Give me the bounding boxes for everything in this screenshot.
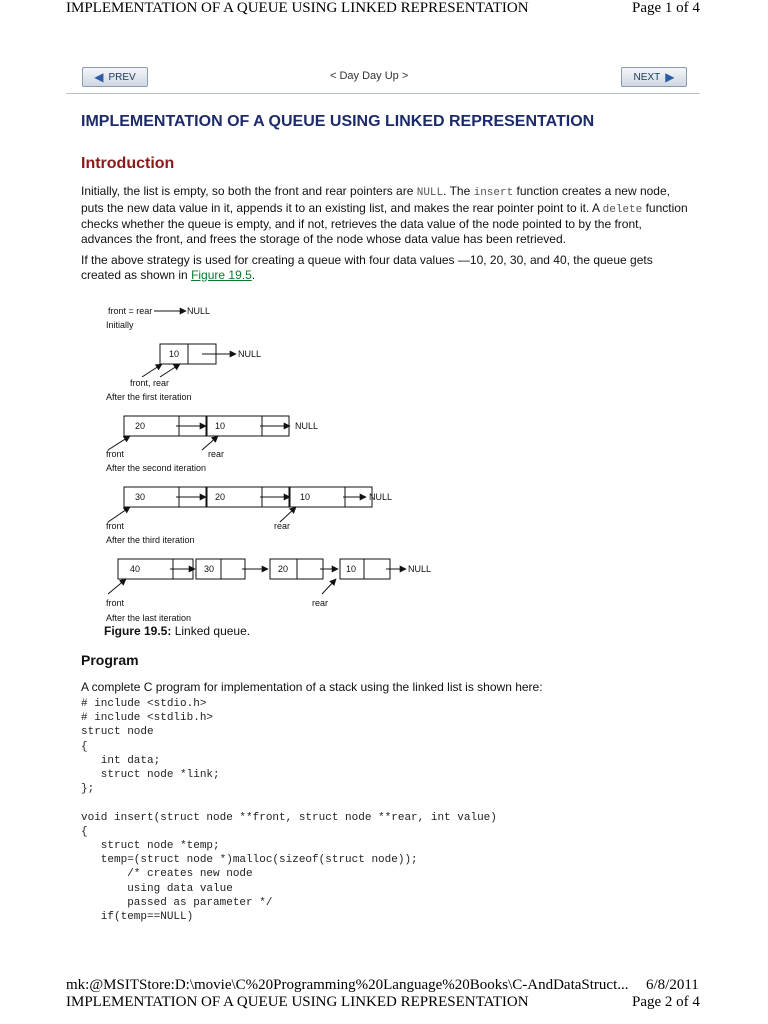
front-label: front [106,521,125,531]
node-value: 30 [135,492,146,502]
after-second-iteration-label: After the second iteration [106,463,207,473]
null-label: NULL [408,564,432,574]
print-footer-date: 6/8/2011 [646,977,699,993]
arrow-right-icon: ▶ [665,70,675,84]
initially-label: Initially [106,320,134,330]
front-rear-label: front, rear [130,378,170,388]
null-label: NULL [238,349,262,359]
node-value: 20 [278,564,289,574]
next-button[interactable] [621,67,687,87]
after-third-iteration-label: After the third iteration [106,535,195,545]
null-label: NULL [369,492,393,502]
introduction-heading: Introduction [81,155,175,172]
figure-link[interactable]: Figure 19.5 [191,267,252,282]
rear-label: rear [312,598,329,608]
intro-paragraph-1: Initially, the list is empty, so both the front and rear pointers are NULL. The insert function creates a new node, puts the new data value in it, appends it to an existing list, and makes the rear pointer point to it. A delete function checks whether the queue is empty, and if not, retrieves the data value of the node pointed to by the front, advances the front, and frees the storage of the node whose data value has been retrieved. [81,184,688,246]
program-intro: A complete C program for implementation of a stack using the linked list is shown here: [81,680,543,694]
node-value: 20 [215,492,226,502]
print-footer-path: mk:@MSITStore:D:\movie\C%20Programming%20Language%20Books\C-AndDataStruct... [66,977,629,993]
nav-divider [66,93,700,94]
print-footer-page: Page 2 of 4 [632,994,700,1010]
day-day-up-link[interactable]: < Day Day Up > [330,70,409,82]
page-title: IMPLEMENTATION OF A QUEUE USING LINKED REPRESENTATION [81,113,595,130]
front-label: front [106,449,125,459]
after-first-iteration-label: After the first iteration [106,392,192,402]
program-heading: Program [81,652,139,668]
prev-button[interactable] [82,67,148,87]
figure-caption: Figure 19.5: Linked queue. [104,624,251,638]
rear-label: rear [274,521,291,531]
next-label: NEXT [633,71,661,83]
intro-paragraph-2: If the above strategy is used for creating a queue with four data values —10, 20, 30, and 40, the queue gets created as shown in Figure 19.5. [81,253,653,282]
print-header-title: IMPLEMENTATION OF A QUEUE USING LINKED REPRESENTATION [66,0,529,16]
front-label: front [106,598,125,608]
node-value: 30 [204,564,215,574]
linked-queue-diagram [90,300,450,625]
print-footer-title: IMPLEMENTATION OF A QUEUE USING LINKED REPRESENTATION [66,994,529,1010]
rear-label: rear [208,449,225,459]
front-equals-rear-label: front = rear [108,306,153,316]
null-label: NULL [187,306,211,316]
node-value: 10 [169,349,180,359]
node-value: 10 [215,421,226,431]
node-value: 20 [135,421,146,431]
node-value: 40 [130,564,141,574]
node-value: 10 [300,492,311,502]
code-listing: # include <stdio.h> # include <stdlib.h> struct node { int data; struct node *link; }; void insert(struct node **front, struct node **rear, int value) { struct node *temp; temp=(struct node *)malloc(sizeof(struct node)); /* creates new node using data value passed as parameter */ if(temp==NULL) [81,698,497,924]
null-label: NULL [295,421,319,431]
after-last-iteration-label: After the last iteration [106,613,192,623]
node-value: 10 [346,564,357,574]
arrow-left-icon: ◀ [94,70,104,84]
print-header-page: Page 1 of 4 [632,0,700,16]
prev-label: PREV [108,71,136,83]
